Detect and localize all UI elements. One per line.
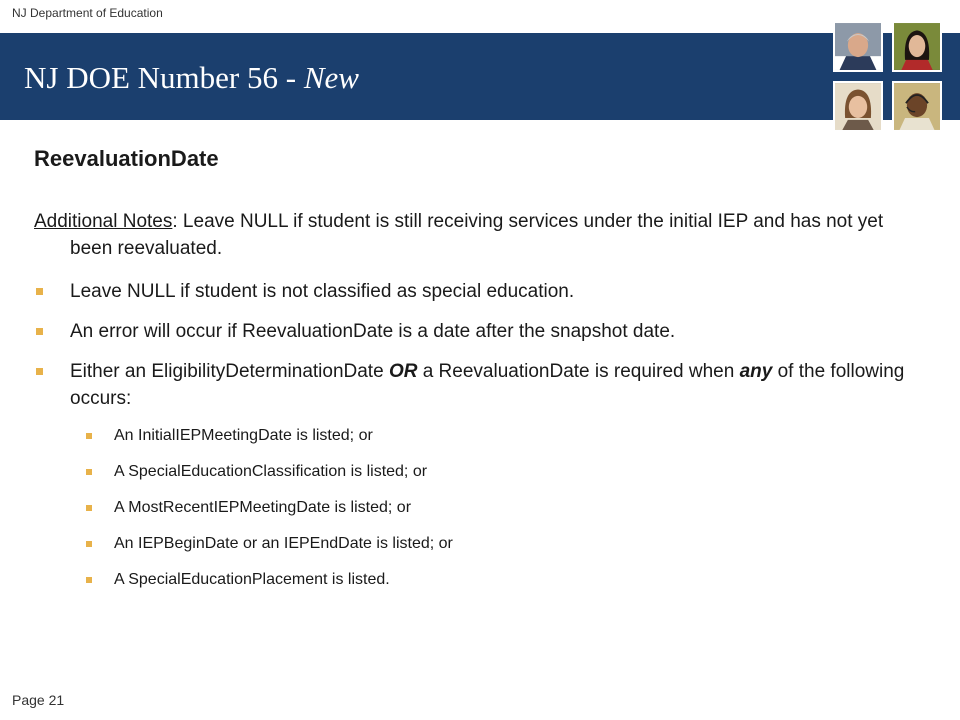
sub-bullet-text: A SpecialEducationPlacement is listed. [114,571,390,588]
man-headset-image [894,83,940,130]
bullet-text: Leave NULL if student is not classified as special education. [70,281,575,302]
org-name: NJ Department of Education [12,6,163,20]
notes-label: Additional Notes [34,211,173,232]
bullet-icon [86,541,92,547]
sub-bullet-text: An IEPBeginDate or an IEPEndDate is listed; or [114,535,453,552]
bullet-icon [36,368,43,375]
man-gray-hair-image [835,23,881,70]
photo-man-gray-hair [833,21,883,72]
photo-man-headset [892,81,942,132]
list-item [84,461,914,483]
bullet-list [34,278,914,412]
either-post: of the following occurs: [70,361,905,409]
list-item [34,278,914,305]
woman-dark-hair-image [894,23,940,70]
page-title [24,60,359,96]
bullet-icon [36,288,43,295]
list-item [84,425,914,447]
photo-woman-smiling [833,81,883,132]
list-item [84,497,914,519]
photo-woman-dark-hair [892,21,942,72]
list-item [34,318,914,345]
title-main: NJ DOE Number 56 - [24,60,304,95]
either-any: any [739,361,773,382]
sub-bullet-list [84,425,914,591]
notes-text: : Leave NULL if student is still receiving services under the initial IEP and has not yet been reevaluated. [70,211,884,259]
bullet-icon [86,505,92,511]
bullet-icon [86,577,92,583]
title-italic: New [303,60,359,95]
list-item [84,569,914,591]
bullet-icon [86,433,92,439]
bullet-icon [36,328,43,335]
either-mid: a ReevaluationDate is required when [417,361,740,382]
either-pre: Either an EligibilityDeterminationDate [70,361,389,382]
woman-smiling-image [835,83,881,130]
either-or: OR [388,361,418,382]
sub-bullet-text: A SpecialEducationClassification is listed; or [114,463,428,480]
bullet-text: An error will occur if ReevaluationDate is a date after the snapshot date. [70,321,676,342]
page-number: Page 21 [12,692,65,708]
additional-notes [34,208,914,262]
list-item [84,533,914,555]
list-item [34,358,914,412]
staff-photos [833,21,945,132]
sub-bullet-text: An InitialIEPMeetingDate is listed; or [114,427,373,444]
slide-content [34,146,914,605]
field-heading: ReevaluationDate [34,146,219,171]
sub-bullet-text: A MostRecentIEPMeetingDate is listed; or [114,499,412,516]
bullet-icon [86,469,92,475]
